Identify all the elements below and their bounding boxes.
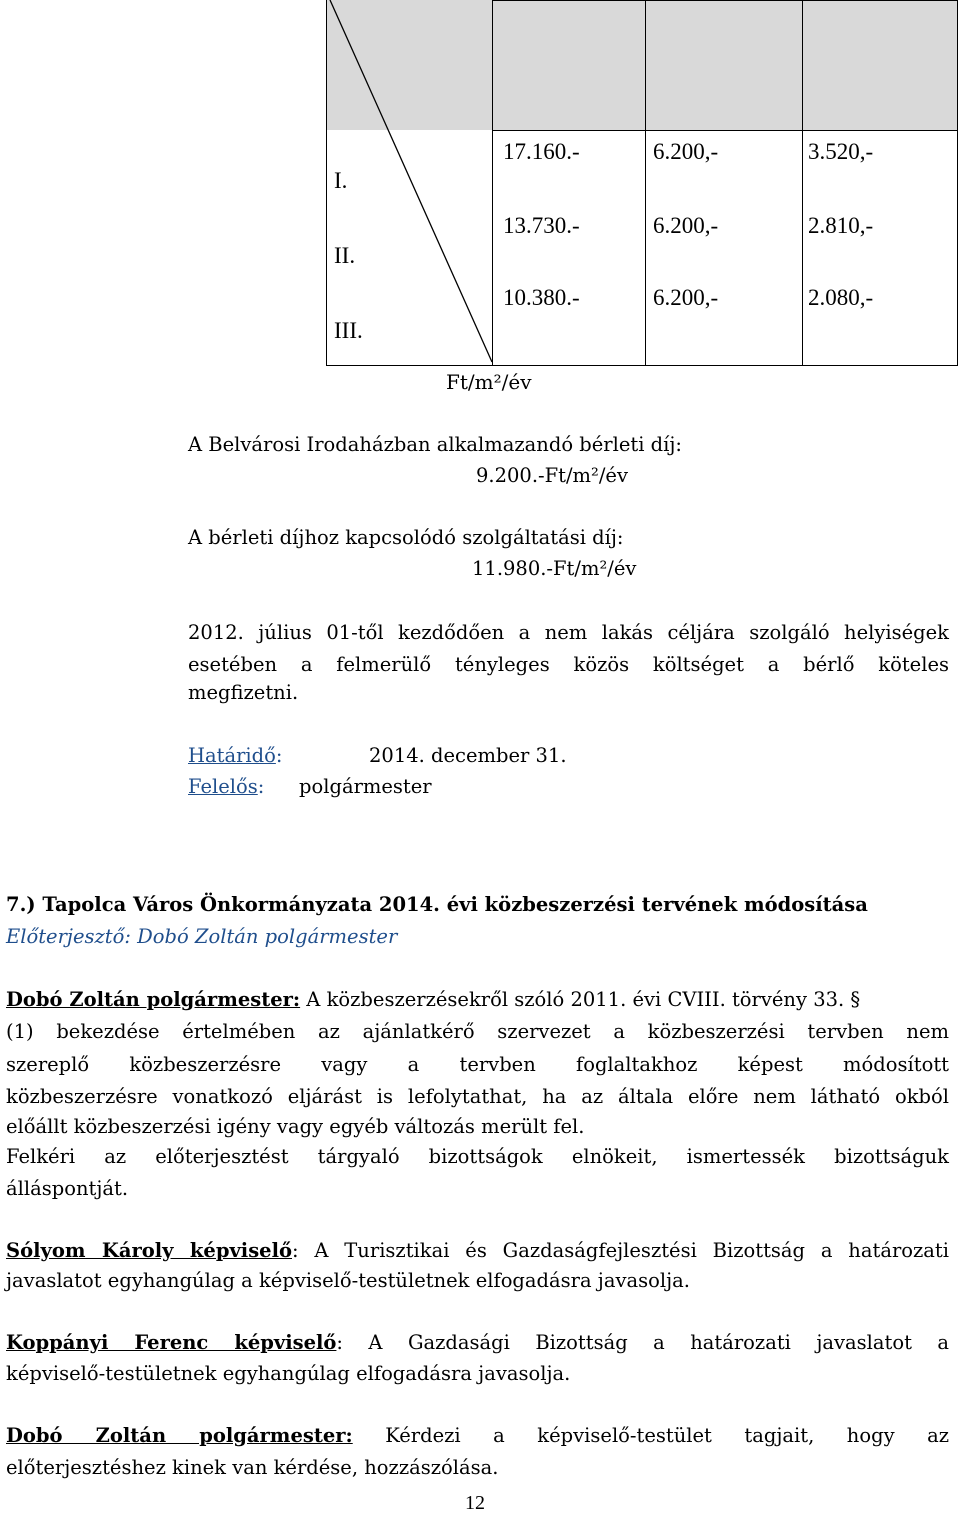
table-unit-label: Ft/m²/év bbox=[446, 370, 532, 394]
presenter-line: Előterjesztő: Dobó Zoltán polgármester bbox=[6, 925, 398, 948]
table-cell: 6.200,- bbox=[653, 285, 719, 310]
table-cell: 17.160.- bbox=[503, 139, 580, 164]
speaker1-first-line bbox=[6, 985, 949, 1015]
table-cell: 6.200,- bbox=[653, 213, 719, 238]
speaker-name: Dobó Zoltán polgármester: bbox=[6, 1424, 353, 1447]
table-cell: 3.520,- bbox=[808, 139, 874, 164]
header-cell-1 bbox=[493, 0, 645, 130]
table-cell: 2.810,- bbox=[808, 213, 874, 238]
deadline-label: Határidő bbox=[188, 744, 276, 767]
table-border-right bbox=[957, 0, 958, 366]
speech-line: álláspontját. bbox=[6, 1177, 129, 1200]
speech-text: : A Turisztikai és Gazdaságfejlesztési Bizottság a határozati bbox=[292, 1239, 949, 1262]
speech-line: szereplő közbeszerzésre vagy a tervben foglaltakhoz képest módosított bbox=[6, 1053, 949, 1076]
table-cell: 2.080,- bbox=[808, 285, 874, 310]
responsible-value: polgármester bbox=[299, 775, 432, 798]
speech-line: előállt közbeszerzési igény vagy egyéb változás merült fel. bbox=[6, 1115, 585, 1138]
rent-rate-table bbox=[326, 0, 958, 366]
table-cell: 13.730.- bbox=[503, 213, 580, 238]
paragraph-line: esetében a felmerülő tényleges közös költséget a bérlő köteles bbox=[188, 653, 949, 676]
responsible-colon: : bbox=[257, 775, 265, 798]
speech-text: Kérdezi a képviselő-testület tagjait, hogy az bbox=[352, 1424, 949, 1447]
row-label-ii: II. bbox=[334, 243, 356, 268]
speech-text: A közbeszerzésekről szóló 2011. évi CVIII. törvény 33. § bbox=[300, 988, 861, 1011]
table-divider-2 bbox=[645, 0, 646, 366]
header-cell-3 bbox=[803, 0, 958, 130]
page-number: 12 bbox=[465, 1492, 485, 1514]
speaker4-first-line bbox=[6, 1421, 949, 1451]
speech-line: (1) bekezdése értelmében az ajánlatkérő szervezet a közbeszerzési tervben nem bbox=[6, 1020, 949, 1043]
service-fee-label: A bérleti díjhoz kapcsolódó szolgáltatási díj: bbox=[188, 526, 624, 549]
table-divider-3 bbox=[802, 0, 803, 366]
speech-text: : A Gazdasági Bizottság a határozati javaslatot a bbox=[336, 1331, 949, 1354]
speaker-name: Dobó Zoltán polgármester: bbox=[6, 988, 301, 1011]
responsible-line bbox=[188, 769, 264, 804]
paragraph-line: 2012. július 01-től kezdődően a nem lakás céljára szolgáló helyiségek bbox=[188, 621, 949, 644]
speech-line: közbeszerzésre vonatkozó eljárást is lefolytathat, ha az általa előre nem látható okból bbox=[6, 1085, 949, 1108]
deadline-value: 2014. december 31. bbox=[369, 744, 567, 767]
paragraph-line: megfizetni. bbox=[188, 681, 299, 704]
speaker2-first-line bbox=[6, 1236, 949, 1266]
responsible-label: Felelős bbox=[188, 775, 258, 798]
service-fee-value: 11.980.-Ft/m²/év bbox=[472, 557, 637, 580]
speaker3-first-line bbox=[6, 1328, 949, 1358]
speech-line: Felkéri az előterjesztést tárgyaló bizottságok elnökeit, ismertessék bizottságuk bbox=[6, 1145, 949, 1168]
speaker-name: Sólyom Károly képviselő bbox=[6, 1239, 292, 1262]
office-rent-label: A Belvárosi Irodaházban alkalmazandó bérleti díj: bbox=[188, 433, 682, 456]
speech-line: előterjesztéshez kinek van kérdése, hozzászólása. bbox=[6, 1456, 499, 1479]
speech-line: képviselő-testületnek egyhangúlag elfogadásra javasolja. bbox=[6, 1362, 571, 1385]
section-heading: 7.) Tapolca Város Önkormányzata 2014. évi közbeszerzési tervének módosítása bbox=[6, 893, 868, 916]
office-rent-value: 9.200.-Ft/m²/év bbox=[476, 464, 628, 487]
corner-diagonal-line bbox=[326, 0, 496, 366]
speech-line: javaslatot egyhangúlag a képviselő-testületnek elfogadásra javasolja. bbox=[6, 1269, 690, 1292]
table-border-top bbox=[492, 0, 958, 1]
header-cell-2 bbox=[646, 0, 802, 130]
table-cell: 6.200,- bbox=[653, 139, 719, 164]
row-label-i: I. bbox=[334, 168, 348, 193]
row-label-iii: III. bbox=[334, 318, 363, 343]
deadline-colon: : bbox=[275, 744, 283, 767]
table-header-divider bbox=[492, 130, 958, 131]
speaker-name: Koppányi Ferenc képviselő bbox=[6, 1331, 337, 1354]
deadline-line bbox=[188, 738, 282, 773]
table-cell: 10.380.- bbox=[503, 285, 580, 310]
